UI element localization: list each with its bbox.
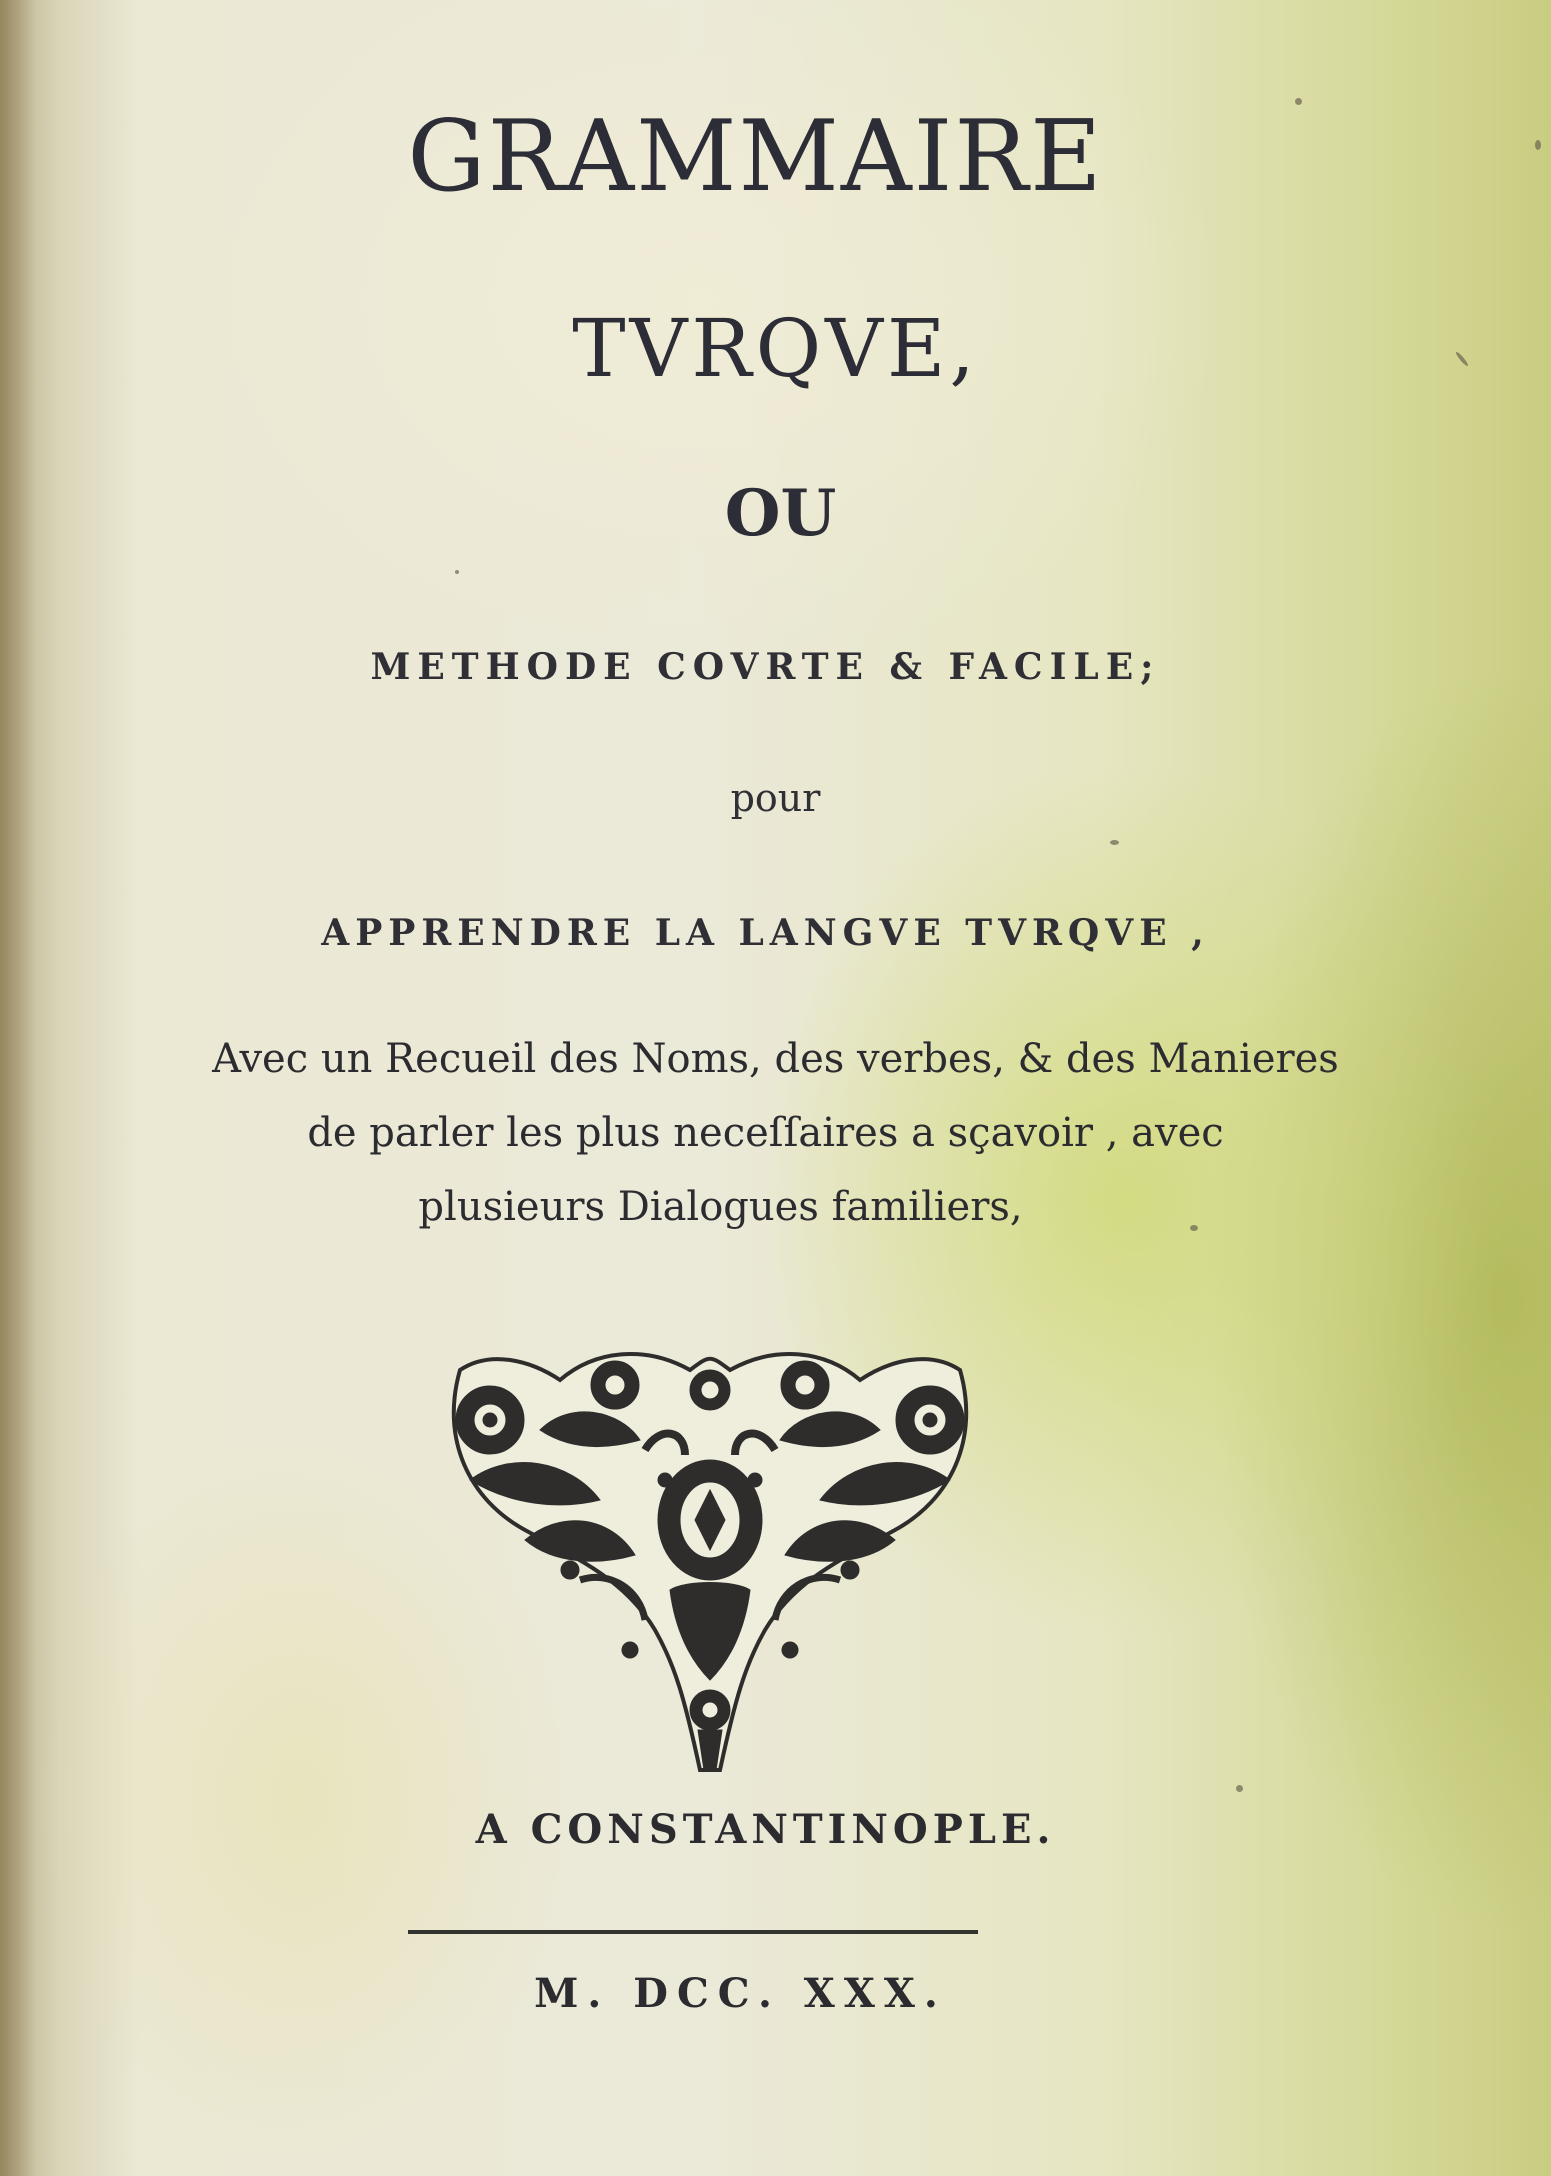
paper-speck bbox=[1535, 140, 1541, 150]
imprint-rule bbox=[408, 1930, 978, 1934]
description-line-1: Avec un Recueil des Noms, des verbes, & des Manieres bbox=[212, 1036, 1339, 1082]
title-line-ou: OU bbox=[724, 476, 837, 551]
imprint-place: A CONSTANTINOPLE. bbox=[475, 1806, 1056, 1853]
paper-speck bbox=[1110, 840, 1119, 845]
subtitle-methode: METHODE COVRTE & FACILE; bbox=[370, 646, 1161, 688]
paper-speck bbox=[455, 570, 459, 574]
imprint-date: M. DCC. XXX. bbox=[534, 1970, 947, 2017]
description-line-2: de parler les plus neceſſaires a sçavoir , avec bbox=[307, 1110, 1224, 1156]
title-line-grammaire: GRAMMAIRE bbox=[407, 100, 1104, 214]
paper-speck bbox=[1236, 1785, 1243, 1792]
floral-vignette-icon bbox=[430, 1330, 990, 1790]
title-line-turque: TVRQVE, bbox=[572, 302, 979, 395]
subtitle-apprendre: APPRENDRE LA LANGVE TVRQVE , bbox=[321, 912, 1210, 954]
description-line-3: plusieurs Dialogues familiers, bbox=[418, 1184, 1023, 1230]
subtitle-pour: pour bbox=[730, 776, 821, 820]
